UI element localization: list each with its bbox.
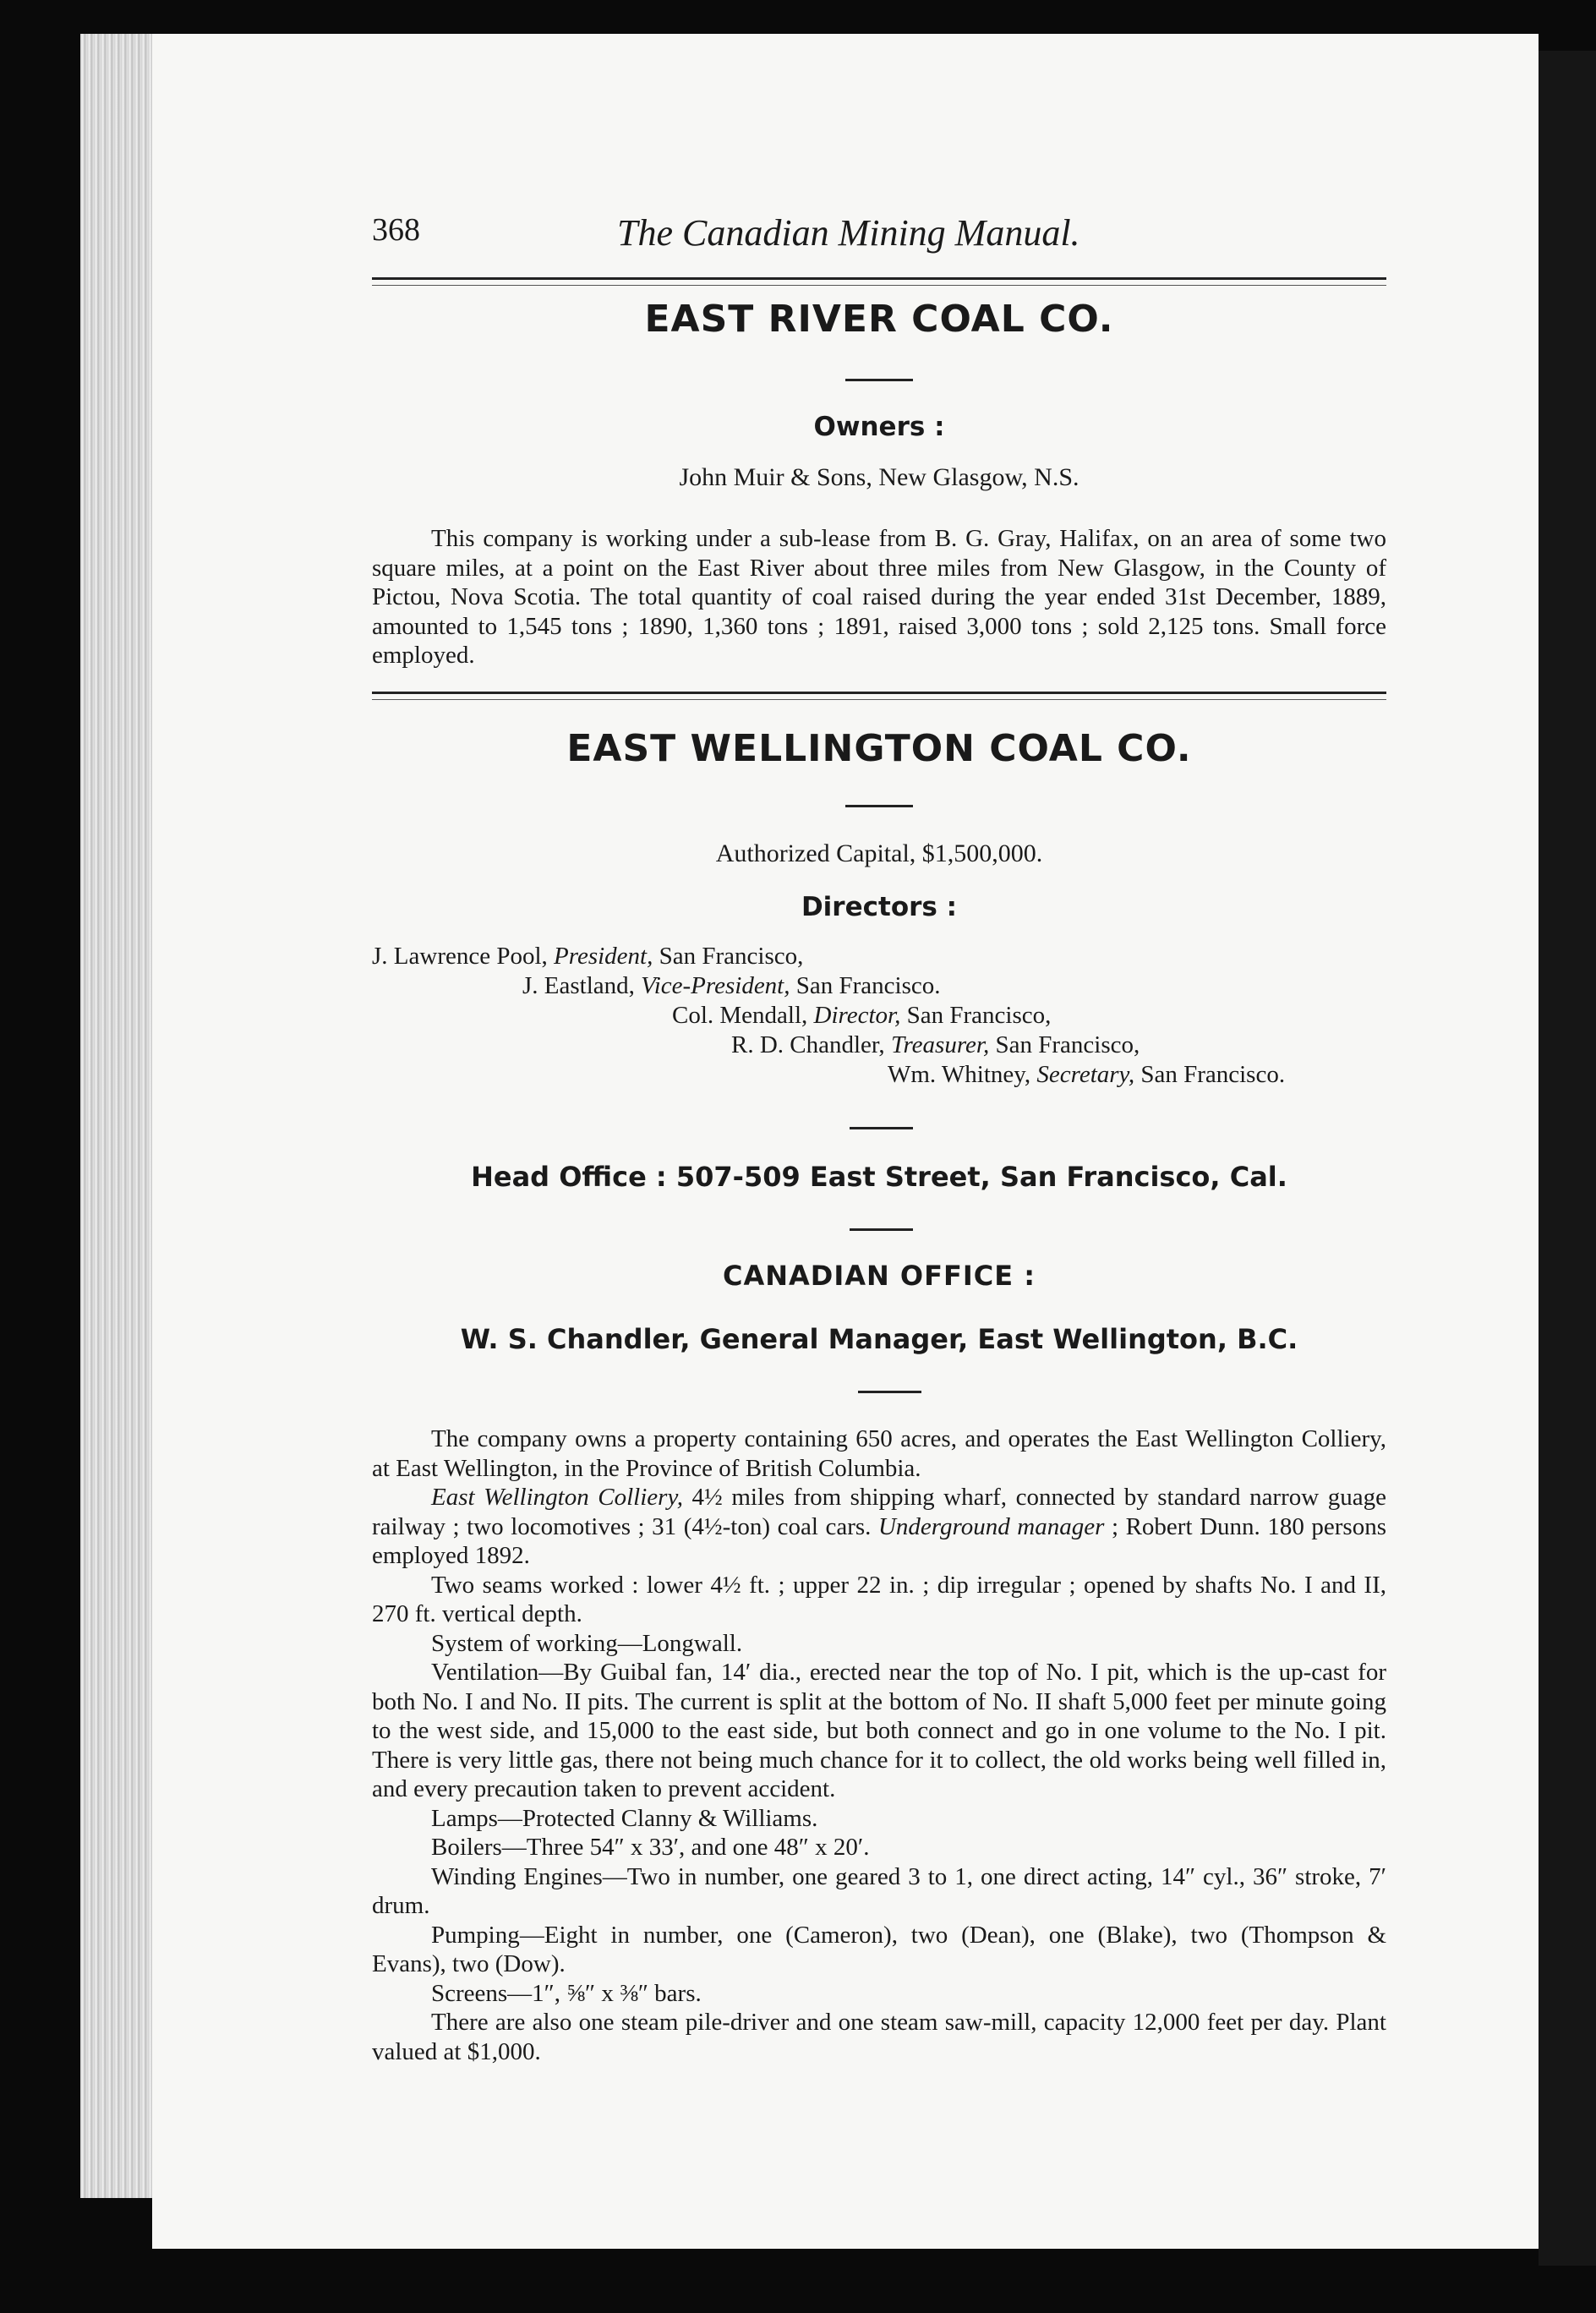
director-name: J. Lawrence Pool,: [372, 943, 548, 970]
director-role: Treasurer,: [890, 1031, 990, 1058]
section-divider: [845, 379, 913, 381]
director-city: San Francisco,: [995, 1031, 1140, 1058]
body-paragraph: [372, 1483, 1386, 1571]
section-divider: [850, 1127, 913, 1129]
east-river-paragraph: [372, 524, 1386, 670]
director-role: Secretary,: [1036, 1061, 1135, 1088]
director-city: San Francisco.: [1140, 1061, 1286, 1088]
body-text: ; Robert Dunn. 180 persons employed 1892.: [372, 1512, 1386, 1569]
director-row: [888, 1061, 1285, 1089]
body-paragraph: Pumping—Eight in number, one (Cameron), two (Dean), one (Blake), two (Thompson & Evans), two (Dow).: [372, 1921, 1386, 1977]
running-head: [372, 211, 1412, 271]
east-river-title: EAST RIVER COAL CO.: [644, 298, 1114, 341]
section-divider: [850, 1228, 913, 1231]
body-paragraph: Two seams worked : lower 4½ ft. ; upper 22 in. ; dip irregular ; opened by shafts No. I and II, 270 ft. vertical depth.: [372, 1571, 1386, 1627]
director-row: [372, 943, 803, 971]
body-paragraph: There are also one steam pile-driver and one steam saw-mill, capacity 12,000 feet per day. Plant valued at $1,000.: [372, 2009, 1386, 2065]
body-text: 4½ miles from shipping wharf, connected by standard narrow guage railway ; two locomotives ; 31 (4½-ton) coal cars.: [372, 1484, 1386, 1540]
body-paragraph: Ventilation—By Guibal fan, 14′ dia., erected near the top of No. I pit, which is the up-cast for both No. I and No. II pits. The current is split at the bottom of No. II shaft 5,000 feet per minute going to the west side, and 15,000 to the east side, but both connect and go in one volume to the No. I pit. There is very little gas, there not being much chance for it to collect, the old works being well filled in, and every precaution taken to prevent accident.: [372, 1659, 1386, 1802]
owners-text: John Muir & Sons, New Glasgow, N.S.: [679, 463, 1079, 491]
body-paragraph: Screens—1″, ⅝″ x ⅜″ bars.: [431, 1979, 702, 2007]
head-office-address: 507-509 East Street, San Francisco, Cal.: [675, 1161, 1287, 1193]
section-divider: [845, 805, 913, 807]
head-office-label: Head Office :: [471, 1161, 667, 1193]
body-paragraph: Boilers—Three 54″ x 33′, and one 48″ x 20′.: [431, 1834, 870, 1861]
director-role: Director,: [813, 1002, 901, 1029]
director-row: [522, 972, 941, 1000]
canadian-office-label: CANADIAN OFFICE :: [722, 1260, 1036, 1292]
header-rule: [372, 277, 1386, 286]
director-role: President,: [554, 943, 653, 970]
director-name: R. D. Chandler,: [731, 1031, 885, 1058]
director-city: San Francisco,: [659, 943, 804, 970]
running-title: The Canadian Mining Manual.: [617, 212, 1080, 254]
director-city: San Francisco.: [795, 972, 941, 999]
director-city: San Francisco,: [906, 1002, 1052, 1029]
page-number: 368: [372, 212, 420, 248]
body-paragraph: Winding Engines—Two in number, one geared 3 to 1, one direct acting, 14″ cyl., 36″ stroke, 7′ drum.: [372, 1862, 1386, 1919]
body-paragraph: System of working—Longwall.: [431, 1629, 743, 1657]
director-row: [672, 1002, 1051, 1030]
facing-page-edge: [1539, 51, 1596, 2266]
owners-label: Owners :: [813, 412, 945, 442]
section-divider: [858, 1391, 921, 1393]
general-manager: W. S. Chandler, General Manager, East Wellington, B.C.: [460, 1323, 1298, 1355]
director-row: [731, 1031, 1140, 1059]
section-rule: [372, 692, 1386, 700]
body-paragraph: Lamps—Protected Clanny & Williams.: [431, 1804, 818, 1832]
underground-manager-label: Underground manager: [877, 1512, 1105, 1540]
director-name: Wm. Whitney,: [888, 1061, 1031, 1088]
body-paragraph: The company owns a property containing 650 acres, and operates the East Wellington Colliery, at East Wellington, in the Province of British Columbia.: [372, 1425, 1386, 1482]
east-wellington-body: [372, 1424, 1386, 2066]
director-name: J. Eastland,: [522, 972, 635, 999]
director-name: Col. Mendall,: [672, 1002, 808, 1029]
authorized-capital: Authorized Capital, $1,500,000.: [715, 839, 1043, 867]
head-office: [372, 1161, 1386, 1193]
director-role: Vice-President,: [641, 972, 790, 999]
colliery-name: East Wellington Colliery,: [431, 1484, 683, 1511]
east-river-text: This company is working under a sub-lease from B. G. Gray, Halifax, on an area of some two square miles, at a point on the East River about three miles from New Glasgow, in the County of Pictou, Nova Scotia. The total quantity of coal raised during the year ended 31st December, 1889, amounted to 1,545 tons ; 1890, 1,360 tons ; 1891, raised 3,000 tons ; sold 2,125 tons. Small force employed.: [372, 525, 1386, 669]
east-wellington-title: EAST WELLINGTON COAL CO.: [566, 727, 1192, 770]
directors-label: Directors :: [801, 892, 958, 922]
